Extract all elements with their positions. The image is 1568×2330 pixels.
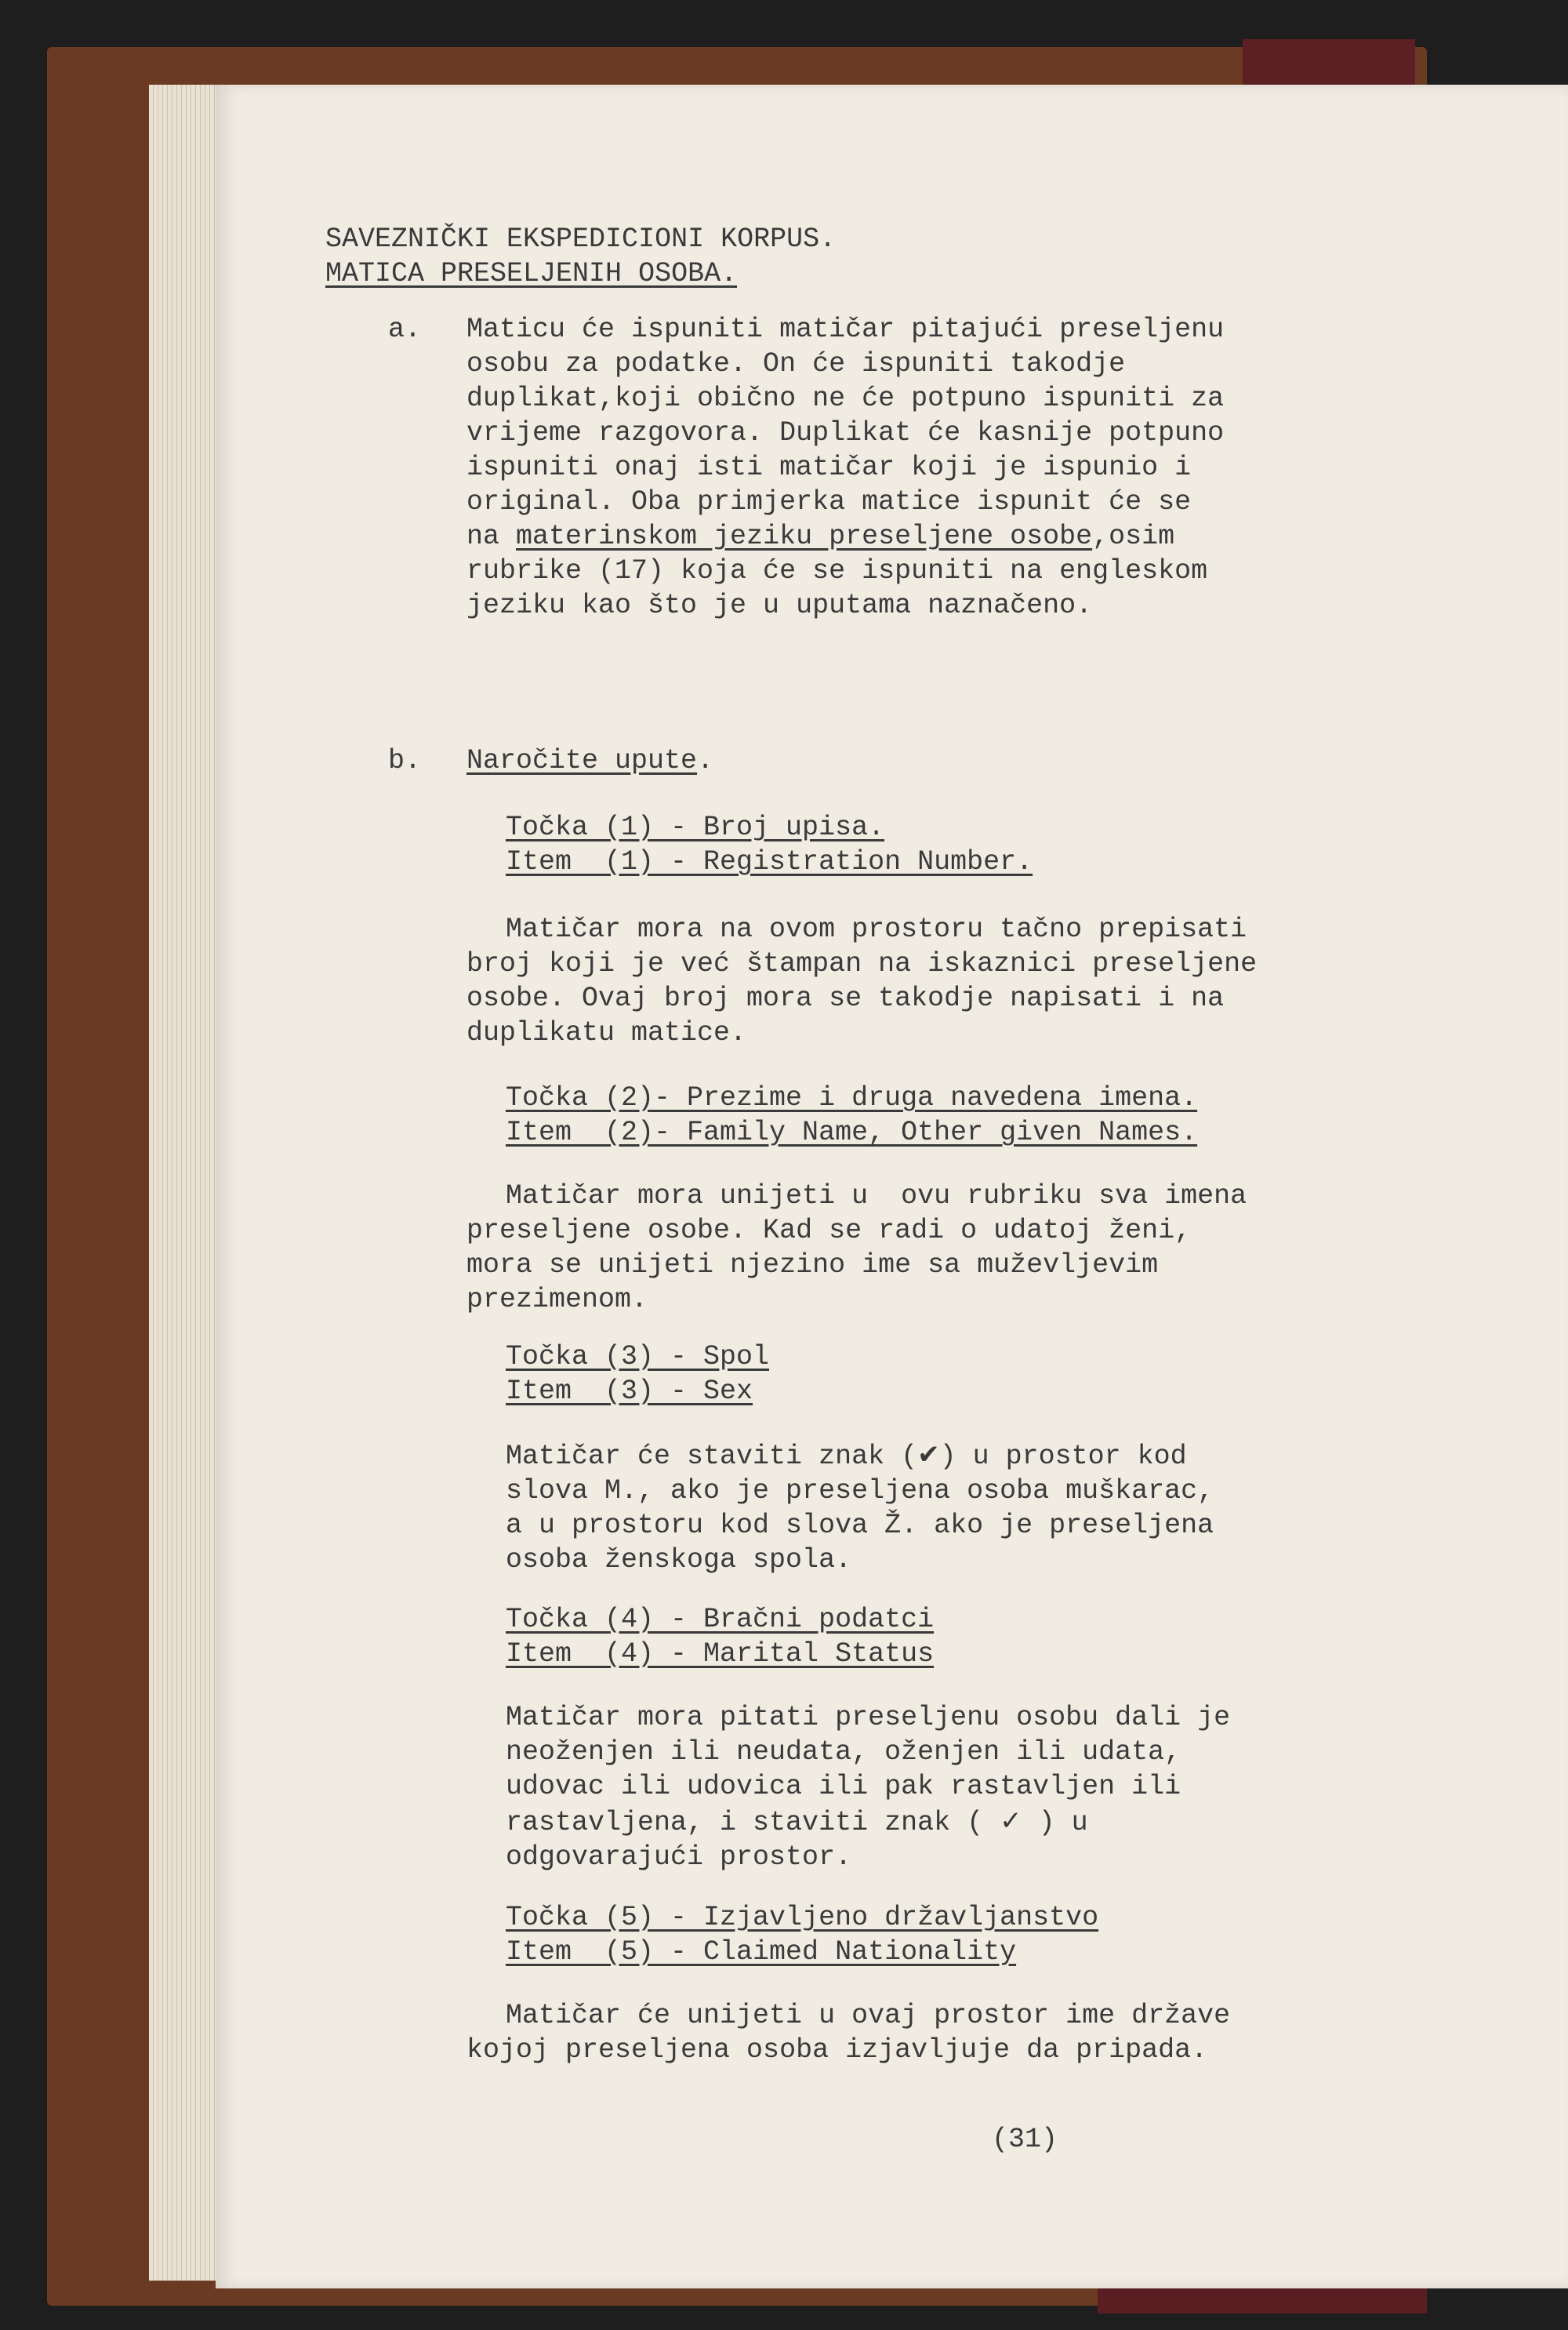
item-2-text bbox=[466, 1179, 1247, 1317]
item-3-text bbox=[506, 1438, 1214, 1577]
section-a-line: vrijeme razgovora. Duplikat će kasnije potpuno bbox=[466, 417, 1225, 449]
item-4-text-line: odgovarajući prostor. bbox=[506, 1841, 852, 1873]
item-3-text-line: a u prostoru kod slova Ž. ako je preseljena bbox=[506, 1510, 1214, 1541]
item-5-text bbox=[466, 1998, 1230, 2067]
item-4-text-line: neoženjen ili neudata, oženjen ili udata, bbox=[506, 1736, 1181, 1768]
item-3-local: Točka (3) - Spol bbox=[506, 1341, 770, 1372]
document-page bbox=[216, 85, 1568, 2288]
item-5-heading bbox=[506, 1900, 1098, 1969]
section-a-label: a. bbox=[388, 314, 422, 345]
item-1-text-line: duplikatu matice. bbox=[466, 1017, 747, 1049]
section-a-body bbox=[466, 312, 1224, 623]
item-1-heading bbox=[506, 810, 1033, 879]
item-3-heading bbox=[506, 1339, 769, 1409]
item-5-english: Item (5) - Claimed Nationality bbox=[506, 1936, 1017, 1968]
item-5-text-line: Matičar će unijeti u ovaj prostor ime države bbox=[506, 2000, 1231, 2031]
item-3-text-part: Matičar će staviti znak ( bbox=[506, 1441, 918, 1472]
section-a-line-7-prefix: na bbox=[466, 521, 517, 552]
section-a-line-7-underlined: materinskom jeziku preseljene osobe bbox=[516, 521, 1093, 552]
item-2-english: Item (2)- Family Name, Other given Names. bbox=[506, 1117, 1198, 1148]
item-1-text-line: broj koji je već štampan na iskaznici preseljene bbox=[466, 948, 1258, 980]
section-b-title bbox=[466, 743, 713, 778]
item-1-text bbox=[466, 912, 1257, 1050]
section-a-line: duplikat,koji obično ne će potpuno ispuniti za bbox=[466, 383, 1225, 414]
item-2-heading bbox=[506, 1081, 1197, 1150]
section-a-line: original. Oba primjerka matice ispunit će se bbox=[466, 486, 1192, 518]
item-4-local: Točka (4) - Bračni podatci bbox=[506, 1604, 935, 1635]
page-number: (31) bbox=[992, 2124, 1058, 2155]
section-b-title-text: Naročite upute bbox=[466, 745, 698, 776]
header-line-2: MATICA PRESELJENIH OSOBA. bbox=[325, 258, 738, 289]
item-2-local: Točka (2)- Prezime i druga navedena imena. bbox=[506, 1082, 1198, 1114]
item-3-text-line-1 bbox=[506, 1438, 1214, 1474]
item-2-text-line: mora se unijeti njezino ime sa muževljevim bbox=[466, 1249, 1159, 1281]
header-line-1: SAVEZNIČKI EKSPEDICIONI KORPUS. bbox=[325, 224, 837, 255]
item-3-text-line: osoba ženskoga spola. bbox=[506, 1544, 852, 1576]
item-4-text-line: udovac ili udovica ili pak rastavljen ili bbox=[506, 1771, 1181, 1802]
section-a-marker bbox=[388, 312, 421, 347]
page-edges bbox=[149, 85, 220, 2281]
section-a-line: Maticu će ispuniti matičar pitajući preseljenu bbox=[466, 314, 1225, 345]
section-a-line-7 bbox=[466, 519, 1224, 554]
document-header bbox=[325, 222, 836, 291]
checkmark-icon: ✓ bbox=[1000, 1805, 1022, 1837]
section-a-line-7-suffix: ,osim bbox=[1092, 521, 1175, 552]
item-1-english: Item (1) - Registration Number. bbox=[506, 846, 1033, 878]
item-4-heading bbox=[506, 1602, 934, 1671]
item-4-text-part: rastavljena, i staviti znak ( bbox=[506, 1807, 1000, 1838]
item-5-text-line: kojoj preseljena osoba izjavljuje da pripada. bbox=[466, 2034, 1208, 2066]
item-1-text-line: Matičar mora na ovom prostoru tačno prepisati bbox=[506, 914, 1247, 945]
item-2-text-line: prezimenom. bbox=[466, 1284, 648, 1315]
item-3-text-line: slova M., ako je preseljena osoba muškarac, bbox=[506, 1475, 1214, 1507]
section-b-marker bbox=[388, 743, 421, 778]
item-5-local: Točka (5) - Izjavljeno državljanstvo bbox=[506, 1902, 1099, 1933]
section-a-line: rubrike (17) koja će se ispuniti na engleskom bbox=[466, 555, 1208, 587]
item-3-english: Item (3) - Sex bbox=[506, 1376, 753, 1407]
section-b-label: b. bbox=[388, 745, 422, 776]
item-1-text-line: osobe. Ovaj broj mora se takodje napisati i na bbox=[466, 983, 1225, 1014]
section-a-line: ispuniti onaj isti matičar koji je ispunio i bbox=[466, 452, 1192, 483]
item-2-text-line: preseljene osobe. Kad se radi o udatoj ženi, bbox=[466, 1215, 1192, 1246]
item-3-text-part: ) u prostor kod bbox=[939, 1441, 1187, 1472]
item-4-text-line: Matičar mora pitati preseljenu osobu dali je bbox=[506, 1702, 1231, 1733]
item-4-english: Item (4) - Marital Status bbox=[506, 1638, 935, 1670]
checkmark-icon: ✔ bbox=[917, 1439, 940, 1470]
section-a-line: jeziku kao što je u uputama naznačeno. bbox=[466, 590, 1093, 621]
item-4-text-part: ) u bbox=[1022, 1807, 1088, 1838]
section-a-line: osobu za podatke. On će ispuniti takodje bbox=[466, 348, 1126, 380]
item-4-text-line-4 bbox=[506, 1804, 1230, 1840]
item-2-text-line: Matičar mora unijeti u ovu rubriku sva imena bbox=[506, 1180, 1247, 1212]
section-b-title-suffix: . bbox=[697, 745, 714, 776]
item-4-text bbox=[506, 1700, 1230, 1874]
item-1-local: Točka (1) - Broj upisa. bbox=[506, 812, 885, 843]
